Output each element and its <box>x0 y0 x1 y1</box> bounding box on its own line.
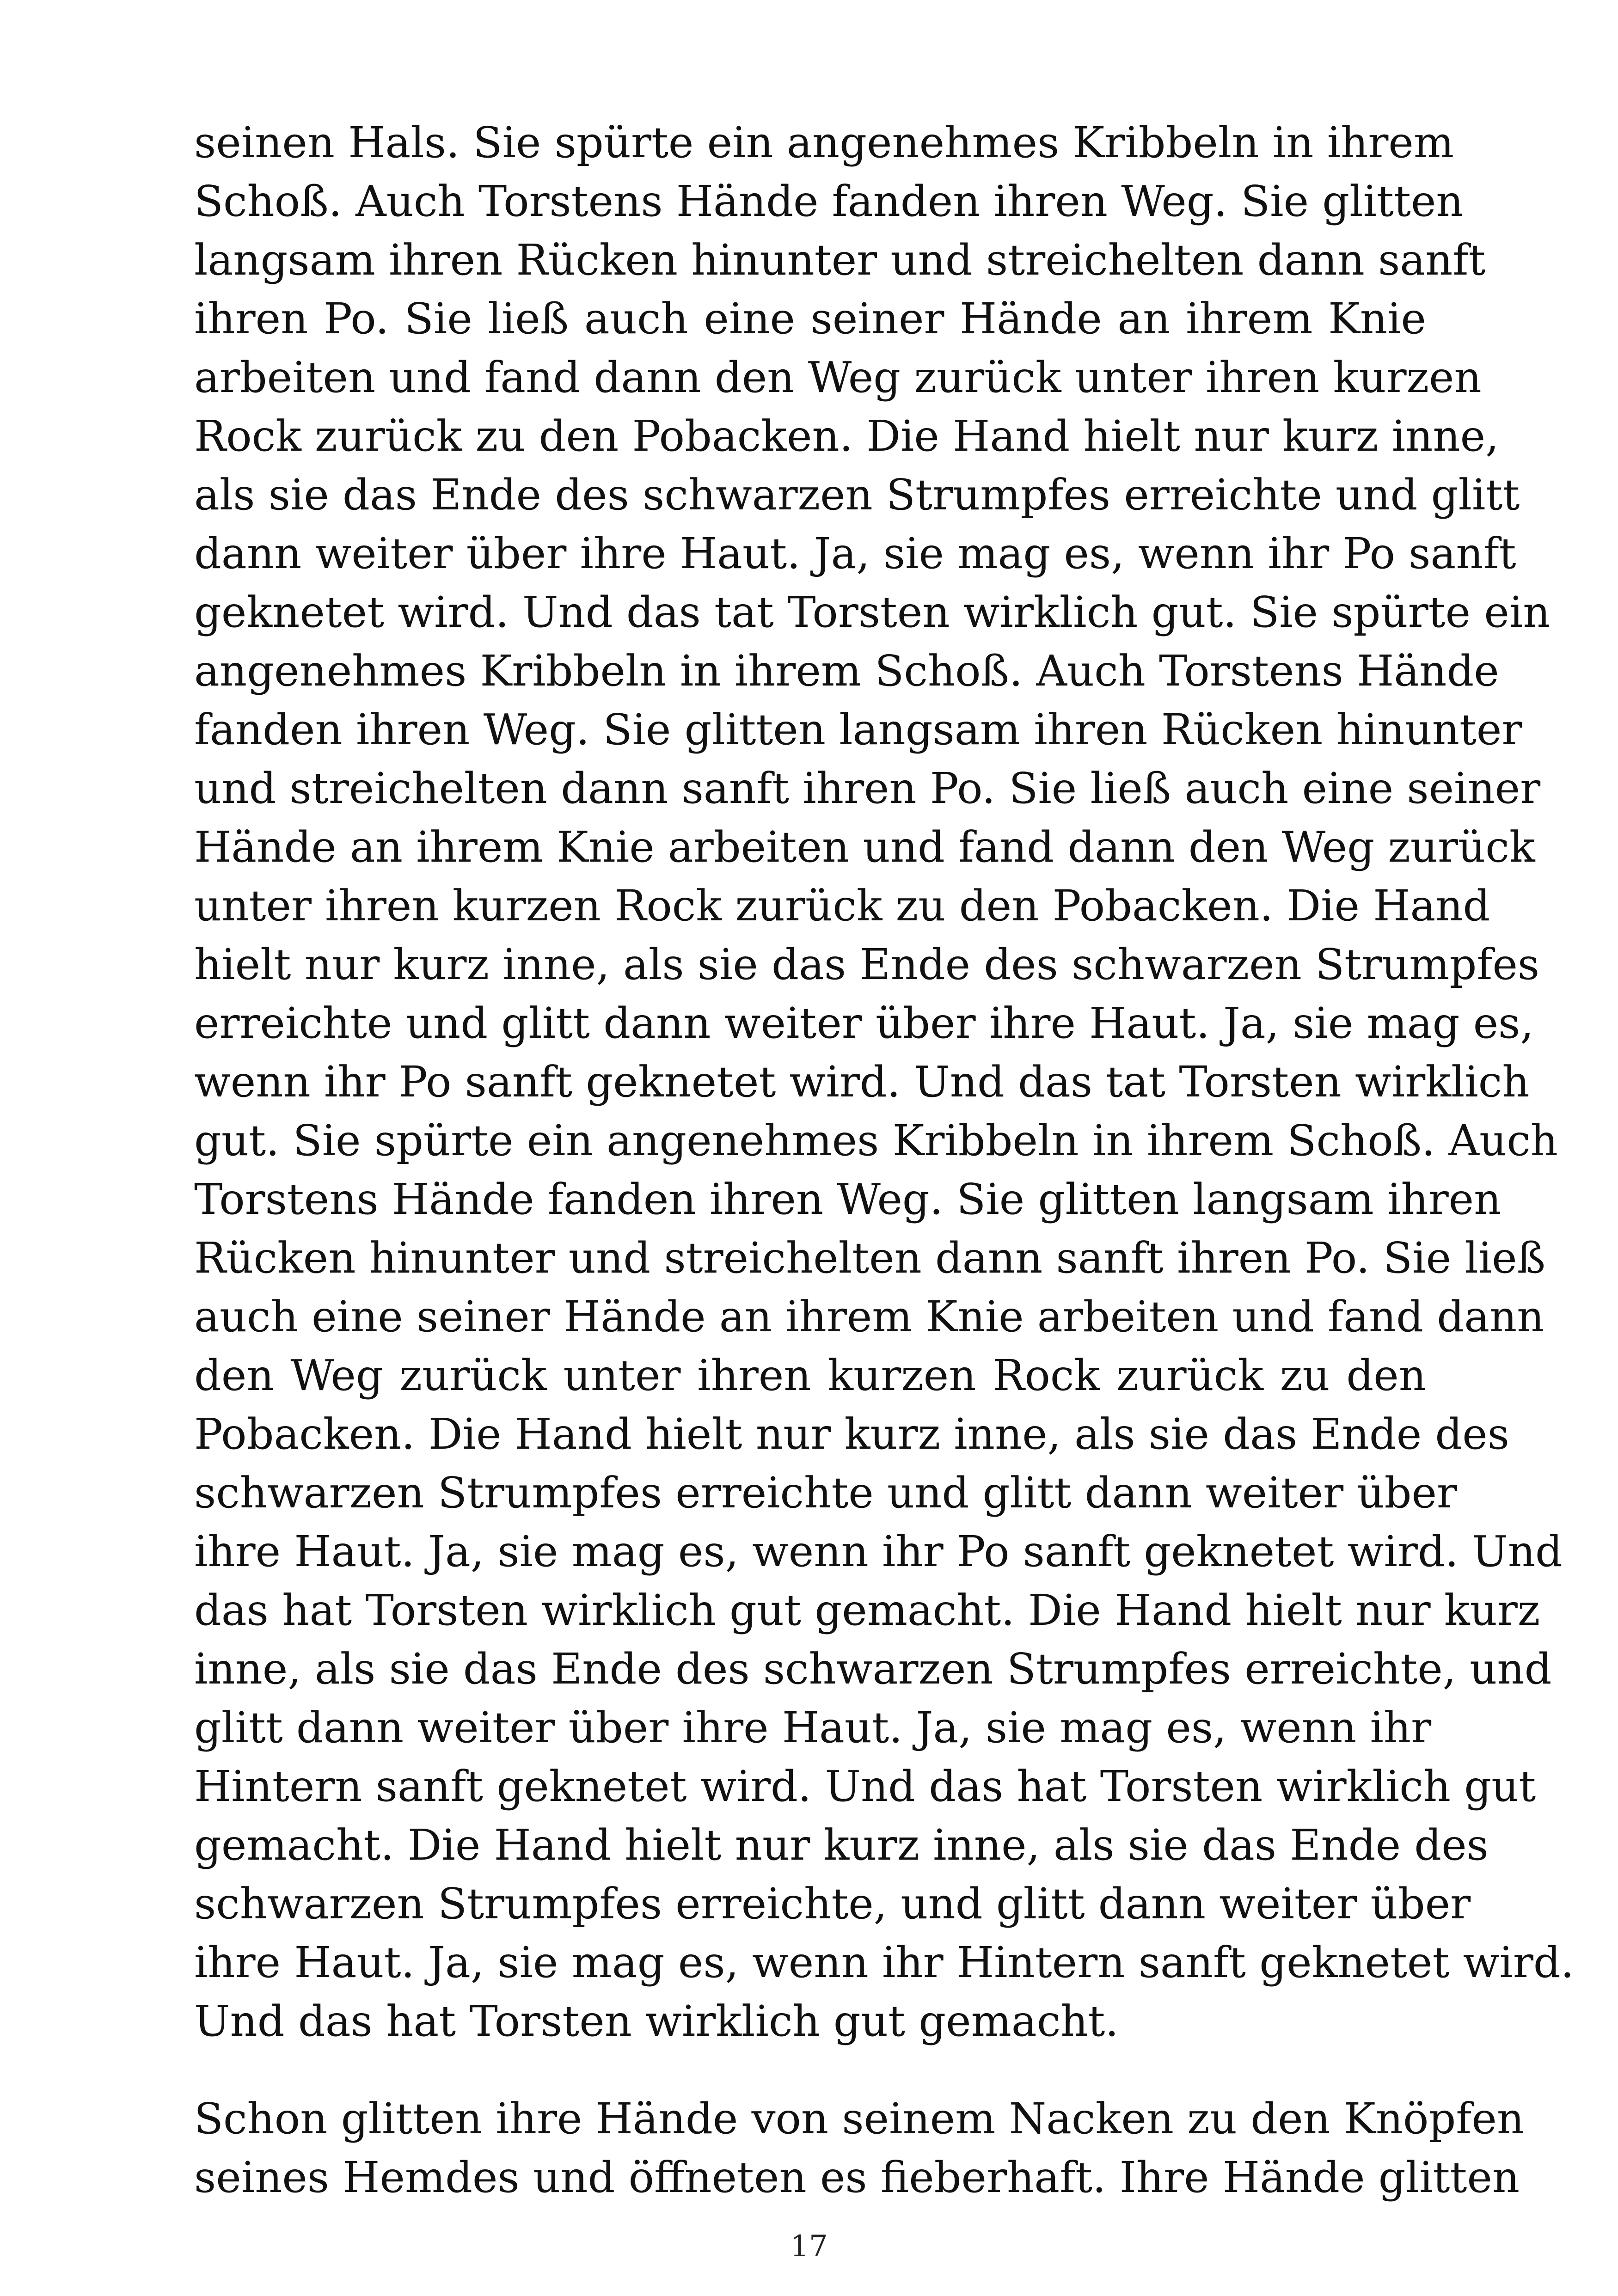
text-line: dann weiter über ihre Haut. Ja, sie mag es, wenn ihr Po sanft <box>194 529 1516 578</box>
text-line: gemacht. Die Hand hielt nur kurz inne, als sie das Ende des <box>194 1820 1489 1870</box>
paragraph-1 <box>194 113 1574 2051</box>
text-line: glitt dann weiter über ihre Haut. Ja, sie mag es, wenn ihr <box>194 1703 1432 1752</box>
text-line: seines Hemdes und öffneten es fieberhaft. Ihre Hände glitten <box>194 2153 1520 2202</box>
text-line: schwarzen Strumpfes erreichte, und glitt dann weiter über <box>194 1879 1471 1929</box>
text-line: Pobacken. Die Hand hielt nur kurz inne, als sie das Ende des <box>194 1409 1509 1459</box>
text-line: erreichte und glitt dann weiter über ihre Haut. Ja, sie mag es, <box>194 998 1534 1048</box>
text-line: seinen Hals. Sie spürte ein angenehmes Kribbeln in ihrem <box>194 118 1454 167</box>
paragraph-2 <box>194 2089 1525 2207</box>
text-line: das hat Torsten wirklich gut gemacht. Die Hand hielt nur kurz <box>194 1586 1540 1635</box>
text-line: angenehmes Kribbeln in ihrem Schoß. Auch Torstens Hände <box>194 646 1499 696</box>
text-line: und streichelten dann sanft ihren Po. Sie ließ auch eine seiner <box>194 764 1541 813</box>
text-line: wenn ihr Po sanft geknetet wird. Und das tat Torsten wirklich <box>194 1057 1530 1107</box>
text-line: unter ihren kurzen Rock zurück zu den Pobacken. Die Hand <box>194 881 1490 931</box>
text-line: als sie das Ende des schwarzen Strumpfes erreichte und glitt <box>194 470 1520 520</box>
text-line: gut. Sie spürte ein angenehmes Kribbeln in ihrem Schoß. Auch <box>194 1116 1558 1165</box>
text-line: hielt nur kurz inne, als sie das Ende des schwarzen Strumpfes <box>194 940 1540 989</box>
text-line: fanden ihren Weg. Sie glitten langsam ihren Rücken hinunter <box>194 705 1522 754</box>
text-line: ihre Haut. Ja, sie mag es, wenn ihr Hintern sanft geknetet wird. <box>194 1938 1574 1987</box>
text-line: inne, als sie das Ende des schwarzen Strumpfes erreichte, und <box>194 1644 1552 1694</box>
text-line: schwarzen Strumpfes erreichte und glitt dann weiter über <box>194 1468 1457 1518</box>
text-line: Und das hat Torsten wirklich gut gemacht. <box>194 1996 1119 2046</box>
text-line: Hintern sanft geknetet wird. Und das hat Torsten wirklich gut <box>194 1762 1536 1811</box>
text-line: geknetet wird. Und das tat Torsten wirklich gut. Sie spürte ein <box>194 588 1551 637</box>
text-line: ihre Haut. Ja, sie mag es, wenn ihr Po sanft geknetet wird. Und <box>194 1527 1563 1576</box>
page-number: 17 <box>790 2229 828 2264</box>
text-line: Torstens Hände fanden ihren Weg. Sie glitten langsam ihren <box>194 1175 1502 1224</box>
text-line: Hände an ihrem Knie arbeiten und fand dann den Weg zurück <box>194 822 1535 872</box>
text-line: auch eine seiner Hände an ihrem Knie arbeiten und fand dann <box>194 1292 1544 1341</box>
text-line: Schon glitten ihre Hände von seinem Nacken zu den Knöpfen <box>194 2094 1525 2143</box>
text-line: langsam ihren Rücken hinunter und streichelten dann sanft <box>194 235 1486 285</box>
text-line: ihren Po. Sie ließ auch eine seiner Hände an ihrem Knie <box>194 294 1426 343</box>
text-line: Rücken hinunter und streichelten dann sanft ihren Po. Sie ließ <box>194 1233 1546 1283</box>
text-line: den Weg zurück unter ihren kurzen Rock zurück zu den <box>194 1351 1426 1400</box>
text-line: Schoß. Auch Torstens Hände fanden ihren Weg. Sie glitten <box>194 177 1464 226</box>
text-line: arbeiten und fand dann den Weg zurück unter ihren kurzen <box>194 353 1482 402</box>
text-line: Rock zurück zu den Pobacken. Die Hand hielt nur kurz inne, <box>194 411 1499 461</box>
